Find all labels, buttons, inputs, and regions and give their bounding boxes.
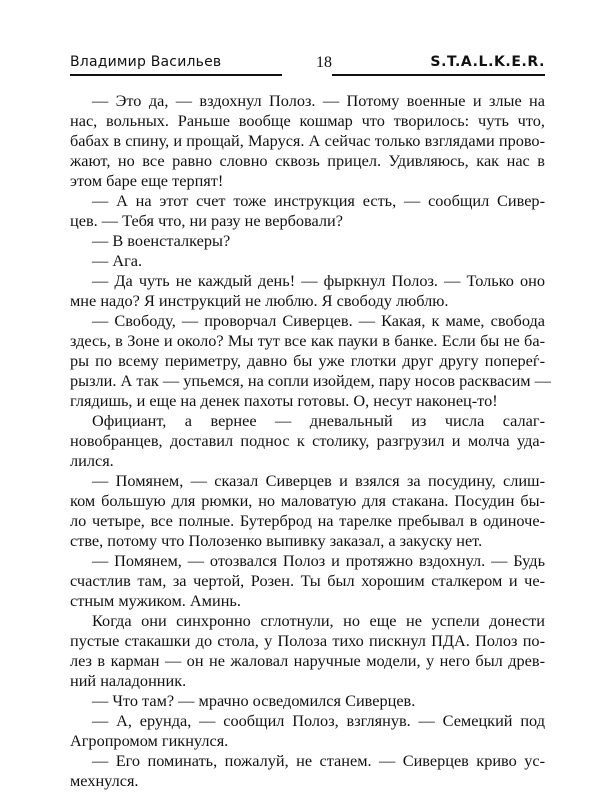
- running-header-author: Владимир Васильев: [70, 54, 222, 70]
- text-line: — Это да, — вздохнул Полоз. — Потому военные и злые на: [92, 91, 545, 110]
- text-line: цев. — Тебя что, ни разу не вербовали?: [70, 211, 343, 230]
- text-line: здесь, в Зоне и около? Мы тут все как пауки в банке. Если бы не ба-: [70, 331, 545, 350]
- text-line: этом баре еще терпят!: [70, 171, 224, 190]
- text-line: — Помянем, — отозвался Полоз и протяжно вздохнул. — Будь: [92, 551, 545, 570]
- text-line: Когда они синхронно сглотнули, но еще не успели донести: [92, 611, 545, 630]
- running-header: [70, 54, 545, 76]
- text-line: глядишь, и еще на денек пахоты готовы. О, несут наконец-то!: [70, 391, 498, 410]
- header-rule-left: [70, 74, 282, 76]
- text-line: — Свободу, — проворчал Сиверцев. — Какая, к маме, свобода: [92, 311, 545, 330]
- text-line: — А на этот счет тоже инструкция есть, — сообщил Сивер-: [92, 191, 545, 210]
- text-line: — А, ерунда, — сообщил Полоз, взглянув. — Семецкий под: [92, 711, 545, 730]
- text-line: ком большую для рюмки, но маловатую для стакана. Посудин бы-: [70, 491, 545, 510]
- text-line: пустые стакашки до стола, у Полоза тихо пискнул ПДА. Полоз по-: [70, 631, 545, 650]
- text-line: нас, вольных. Раньше вообще кошмар что творилось: чуть что,: [70, 111, 545, 130]
- header-rule-right: [332, 74, 545, 76]
- text-line: ры по всему периметру, давно бы уже глотки друг другу попереѓ-: [70, 351, 545, 370]
- text-line: стным мужиком. Аминь.: [70, 591, 241, 610]
- text-line: бабах в спину, и прощай, Маруся. А сейчас только взглядами прово-: [70, 131, 545, 150]
- page-number: 18: [316, 54, 332, 71]
- text-line: счастлив там, за чертой, Розен. Ты был хорошим сталкером и че-: [70, 571, 545, 590]
- text-line: Официант, а вернее — дневальный из числа салаг-: [92, 411, 545, 430]
- text-line: ний наладонник.: [70, 671, 187, 690]
- text-line: — Его поминать, пожалуй, не станем. — Сиверцев криво ус-: [92, 751, 545, 770]
- text-line: ло четыре, все полные. Бутерброд на тарелке пребывал в одиноче-: [70, 511, 545, 530]
- text-line: новобранцев, доставил поднос к столику, разгрузил и молча уда-: [70, 431, 545, 450]
- text-line: — Помянем, — сказал Сиверцев и взялся за посудину, слиш-: [92, 471, 545, 490]
- body-text: [70, 91, 551, 791]
- text-line: лился.: [70, 451, 114, 470]
- text-line: рызли. А так — упьемся, на сопли изойдем, пару носов расквасим —: [70, 371, 551, 390]
- text-line: Агропромом гикнулся.: [70, 731, 229, 750]
- text-line: стве, потому что Полозенко выпивку заказал, а закуску нет.: [70, 531, 483, 550]
- text-line: лез в карман — он не жаловал наручные модели, у него был древ-: [70, 651, 545, 670]
- text-line: — Да чуть не каждый день! — фыркнул Полоз. — Только оно: [92, 271, 545, 290]
- text-line: — Ага.: [92, 251, 143, 270]
- text-line: мне надо? Я инструкций не люблю. Я свободу люблю.: [70, 291, 449, 310]
- text-line: — Что там? — мрачно осведомился Сиверцев.: [92, 691, 416, 710]
- text-line: мехнулся.: [70, 771, 139, 790]
- running-header-series: S.T.A.L.K.E.R.: [430, 54, 545, 70]
- text-line: жают, но все равно словно сквозь прицел. Удивляюсь, как нас в: [70, 151, 545, 170]
- text-line: — В военсталкеры?: [92, 231, 231, 250]
